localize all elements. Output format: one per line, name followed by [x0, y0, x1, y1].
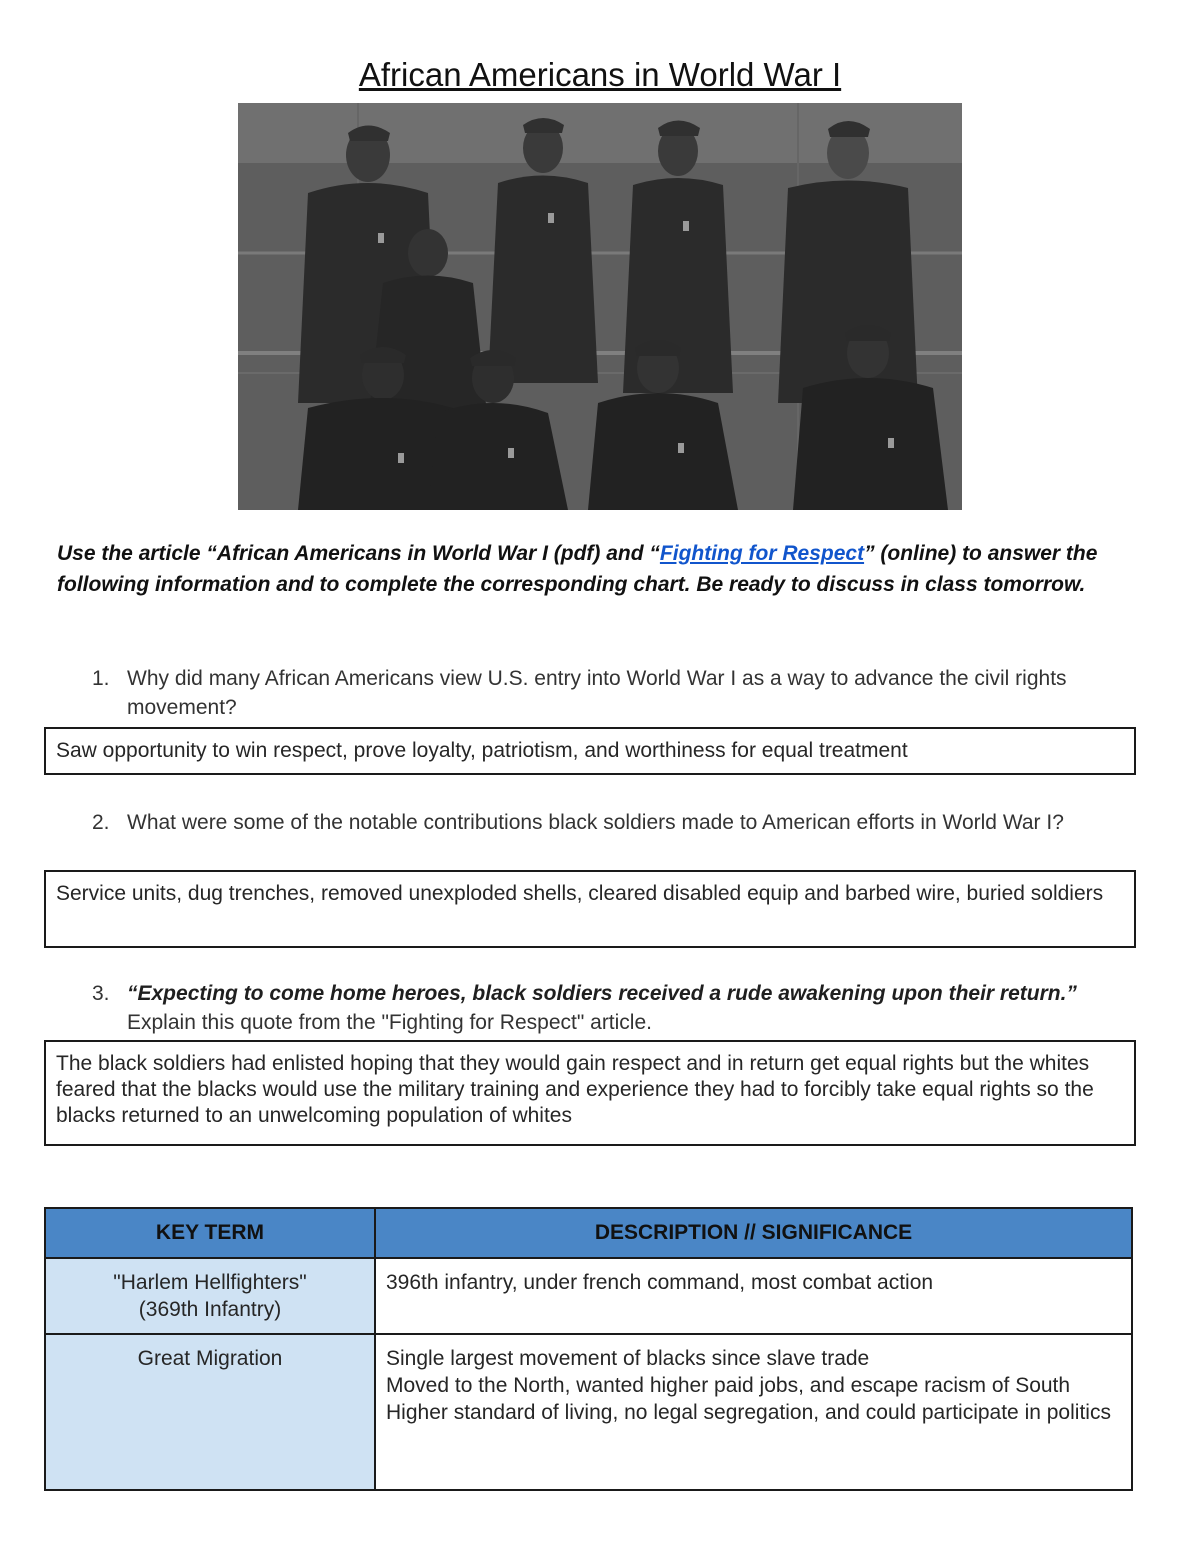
- key-terms-table: [44, 1207, 1133, 1491]
- header-description: DESCRIPTION // SIGNIFICANCE: [375, 1208, 1132, 1258]
- instructions: [57, 538, 1147, 600]
- question-1: [92, 664, 1132, 722]
- question-2: [92, 808, 1132, 837]
- question-number: 3.: [92, 982, 110, 1005]
- question-text: Explain this quote from the "Fighting for Respect" article.: [127, 1011, 652, 1034]
- term-line: Great Migration: [137, 1347, 283, 1370]
- description-line: Higher standard of living, no legal segregation, and could participate in politics: [386, 1401, 1111, 1424]
- description-cell[interactable]: [375, 1334, 1132, 1490]
- fighting-for-respect-link[interactable]: Fighting for Respect: [659, 542, 865, 565]
- answer-box-2[interactable]: Service units, dug trenches, removed unexploded shells, cleared disabled equip and barbed wire, buried soldiers: [44, 870, 1136, 948]
- question-quote: “Expecting to come home heroes, black soldiers received a rude awakening upon their return.”: [127, 982, 1077, 1005]
- description-cell[interactable]: [375, 1258, 1132, 1334]
- term-line: "Harlem Hellfighters": [113, 1271, 307, 1294]
- question-number: 1.: [92, 667, 110, 690]
- header-key-term: KEY TERM: [45, 1208, 375, 1258]
- question-text: Why did many African Americans view U.S. entry into World War I as a way to advance the civil rights movement?: [127, 667, 1067, 719]
- description-line: 396th infantry, under french command, most combat action: [386, 1271, 934, 1294]
- instructions-text-end: ” (online) to answer the following information and to complete the corresponding chart. Be ready to discuss in class tomorrow.: [57, 542, 1098, 596]
- description-line: Single largest movement of blacks since slave trade: [386, 1347, 870, 1370]
- question-number: 2.: [92, 811, 110, 834]
- question-text: What were some of the notable contributions black soldiers made to American efforts in World War I?: [127, 811, 1064, 834]
- question-text-container: [127, 979, 1132, 1037]
- answer-box-1[interactable]: Saw opportunity to win respect, prove loyalty, patriotism, and worthiness for equal treatment: [44, 727, 1136, 775]
- description-line: Moved to the North, wanted higher paid jobs, and escape racism of South: [386, 1374, 1071, 1397]
- question-3: [92, 979, 1132, 1037]
- soldiers-photo-illustration: [238, 103, 962, 510]
- table-row: [45, 1334, 1132, 1490]
- table-row: [45, 1258, 1132, 1334]
- table-header-row: [45, 1208, 1132, 1258]
- term-cell: [45, 1334, 375, 1490]
- term-cell: [45, 1258, 375, 1334]
- term-line: (369th Infantry): [138, 1298, 282, 1321]
- instructions-text-start: Use the article “African Americans in World War I (pdf) and “: [57, 542, 660, 565]
- answer-box-3[interactable]: The black soldiers had enlisted hoping that they would gain respect and in return get equal rights but the whites feared that the blacks would use the military training and experience they had to forcibly take equal rights so the blacks returned to an unwelcoming population of whites: [44, 1040, 1136, 1146]
- page-title: African Americans in World War I: [358, 56, 842, 93]
- soldiers-photo: [238, 103, 962, 510]
